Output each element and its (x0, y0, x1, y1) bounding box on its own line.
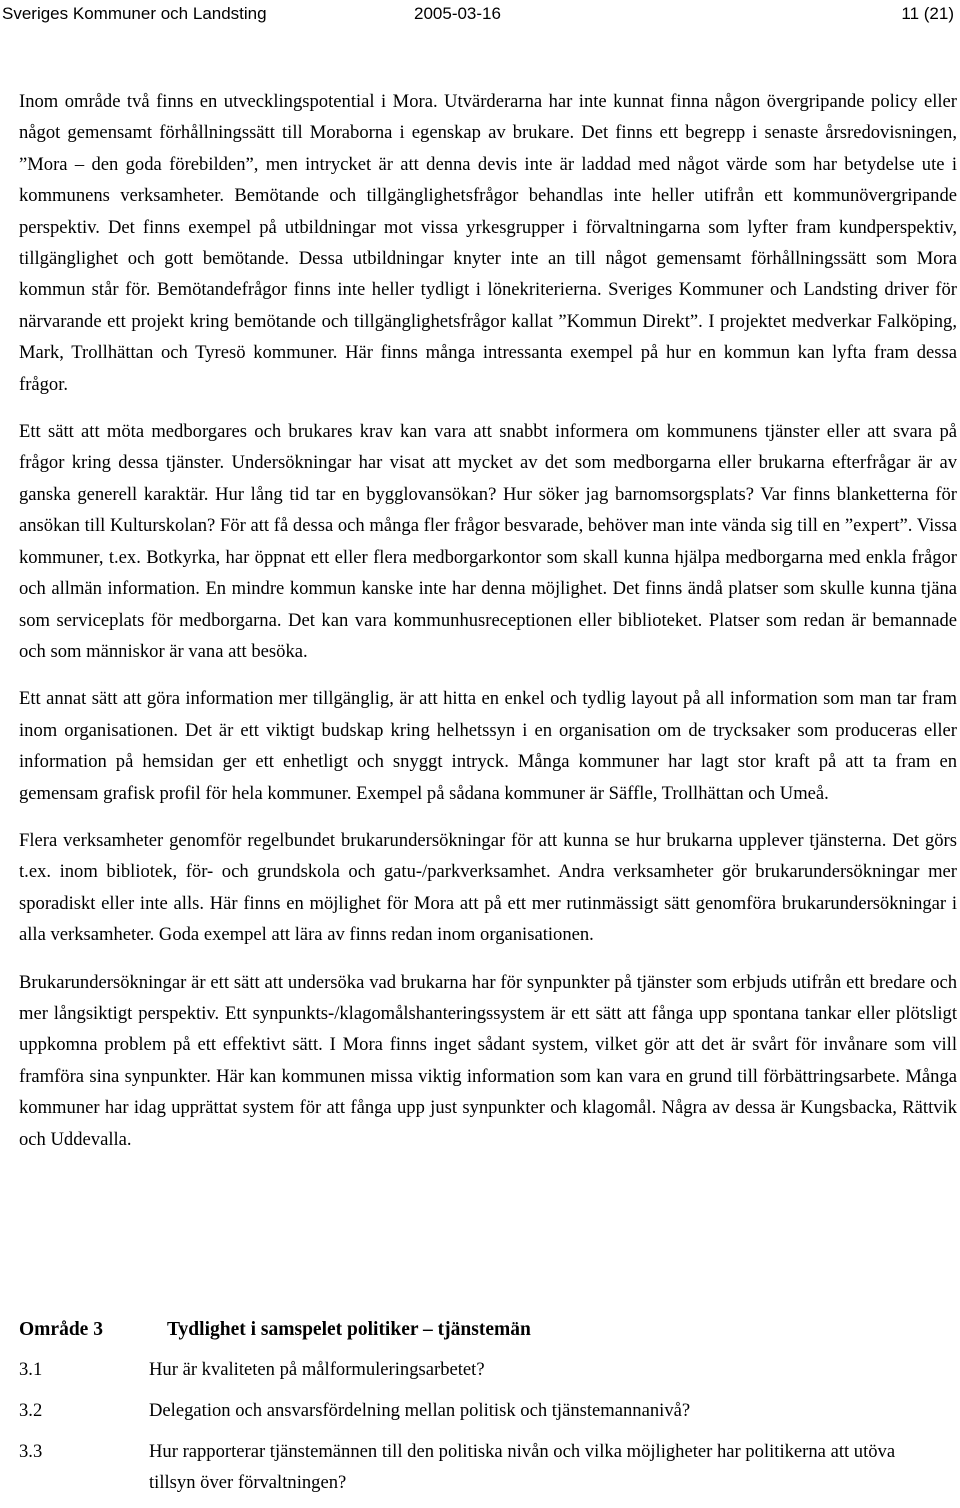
paragraph: Ett annat sätt att göra information mer tillgänglig, är att hitta en enkel och tydlig layout på all information som man tar fram inom organisationen. Det är ett viktigt budskap kring helhetssyn i en organisation om de trycksaker som produceras eller information på hemsidan ger ett enhetligt och snyggt intryck. Många kommuner har lagt stor kraft på att ta fram en gemensam grafisk profil för hela kommuner. Exempel på sådana kommuner är Säffle, Trollhättan och Umeå. (19, 688, 957, 804)
question-list (19, 1354, 957, 1508)
question-text: Delegation och ansvarsfördelning mellan politisk och tjänstemannanivå? (149, 1400, 691, 1421)
document-body (19, 86, 957, 1155)
question-number: 3.3 (19, 1441, 43, 1462)
header-page-number: 11 (21) (901, 4, 954, 23)
question-text: Hur är kvaliteten på målformuleringsarbetet? (149, 1359, 485, 1380)
question-item (19, 1395, 957, 1426)
page-header (0, 2, 960, 26)
section-title: Tydlighet i samspelet politiker – tjänstemän (167, 1319, 531, 1340)
question-item (19, 1436, 957, 1498)
paragraph: Ett sätt att möta medborgares och brukares krav kan vara att snabbt informera om kommunens tjänster eller att svara på frågor kring dessa tjänster. Undersökningar har visat att mycket av det som medborgarna eller brukarna efterfrågar är av ganska generell karaktär. Hur lång tid tar en bygglovansökan? Hur söker jag barnomsorgsplats? Var finns blanketterna för ansökan till Kulturskolan? För att få dessa och många fler frågor besvarade, behöver man inte vända sig till en ”expert”. Vissa kommuner, t.ex. Botkyrka, har öppnat ett eller flera medborgarkontor som skall kunna hjälpa medborgarna med enkla frågor och allmän information. En mindre kommun kanske inte har denna möjlighet. Det finns ändå platser som skulle kunna tjäna som serviceplats för medborgarna. Det kan vara kommunhusreceptionen eller biblioteket. Platser som redan är bemannade och som människor är vana att besöka. (19, 421, 957, 662)
question-number: 3.2 (19, 1400, 43, 1421)
paragraph: Flera verksamheter genomför regelbundet brukarundersökningar för att kunna se hur brukarna upplever tjänsterna. Det görs t.ex. inom bibliotek, för- och grundskola och gatu-/parkverksamhet. Andra verksamheter gör brukarundersökningar mer sporadiskt eller inte alls. Här finns en möjlighet för Mora att på ett mer rutinmässigt sätt genomföra brukarundersökningar i alla verksamheter. Goda exempel att lära av finns redan inom organisationen. (19, 829, 957, 946)
paragraph: Brukarundersökningar är ett sätt att undersöka vad brukarna har för synpunkter på tjänster som erbjuds utifrån ett bredare och mer långsiktigt perspektiv. Ett synpunkts-/klagomålshanteringssystem är ett sätt att fånga upp spontana tankar eller plötsligt uppkomna problem på ett effektivt sätt. I Mora finns inget sådant system, vilket gör att det är svårt för invånare som vill framföra sina synpunkter. Här kan kommunen missa viktig information som kan vara en grund till förbättringsarbete. Många kommuner har idag upprättat system för att fånga upp just synpunkter och klagomål. Några av dessa är Kungsbacka, Rättvik och Uddevalla. (19, 971, 957, 1150)
section-number: Område 3 (19, 1319, 103, 1340)
paragraph: Inom område två finns en utvecklingspotential i Mora. Utvärderarna har inte kunnat finna någon övergripande policy eller något gemensamt förhållningssätt till Moraborna i egenskap av brukare. Det finns ett begrepp i senaste årsredovisningen, ”Mora – den goda förebilden”, men intrycket är att denna devis inte är laddad med något värde som har betydelse ute i kommunens verksamheter. Bemötande och tillgänglighetsfrågor behandlas inte heller utifrån ett kommunövergripande perspektiv. Det finns exempel på utbildningar mot vissa yrkesgrupper i förvaltningarna som lyfter fram kundperspektiv, tillgänglighet och gott bemötande. Dessa utbildningar knyter inte an till något gemensamt förhållningssätt som Mora kommun står för. Bemötandefrågor finns inte heller tydligt i lönekriterierna. Sveriges Kommuner och Landsting driver för närvarande ett projekt kring bemötande och tillgänglighetsfrågor kallat ”Kommun Direkt”. I projektet medverkar Falköping, Mark, Trollhättan och Tyresö kommuner. Här finns många intressanta exempel på hur en kommun kan lyfta fram dessa frågor. (19, 91, 957, 395)
question-text: Hur rapporterar tjänstemännen till den politiska nivån och vilka möjligheter har politikerna att utöva tillsyn över förvaltningen? (149, 1441, 896, 1493)
header-organization: Sveriges Kommuner och Landsting (2, 4, 267, 23)
question-item (19, 1354, 957, 1385)
question-number: 3.1 (19, 1359, 43, 1380)
header-date: 2005-03-16 (414, 4, 501, 23)
